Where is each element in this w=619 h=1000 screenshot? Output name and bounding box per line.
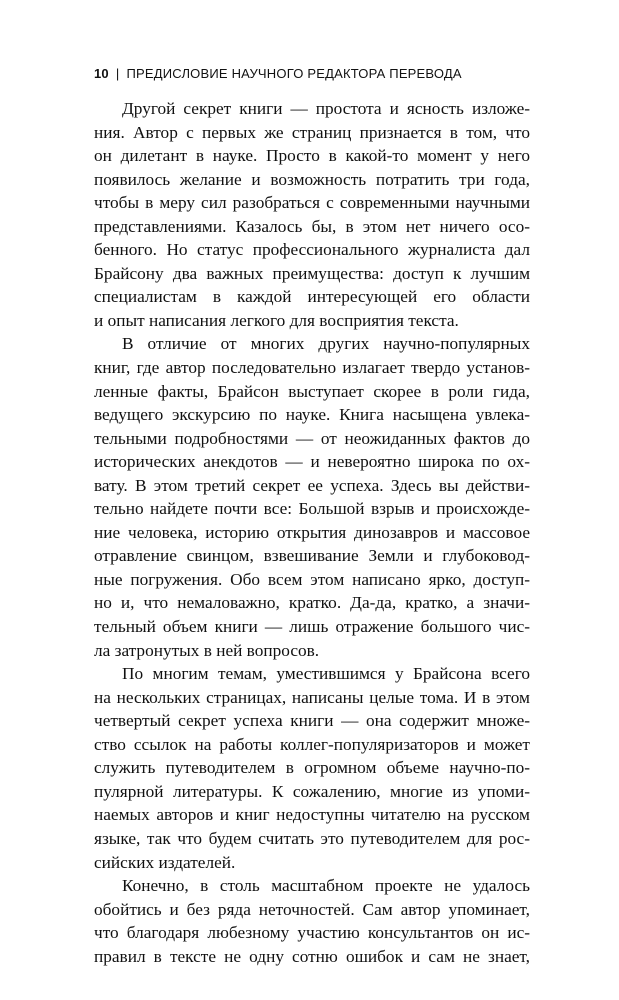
text-line: правил в тексте не одну сотню ошибок и сам не знает,	[94, 946, 530, 966]
text-line: Брайсону два важных преимущества: доступ к лучшим	[94, 263, 530, 283]
text-line: тельный объем книги — лишь отражение большого чис-	[94, 617, 530, 637]
paragraph	[94, 662, 530, 874]
body-text	[94, 97, 530, 968]
text-line: отравление свинцом, взвешивание Земли и глубоковод-	[94, 546, 530, 566]
header-title: ПРЕДИСЛОВИЕ НАУЧНОГО РЕДАКТОРА ПЕРЕВОДА	[126, 66, 462, 81]
text-line: пулярной литературы. К сожалению, многие из упоми-	[94, 781, 530, 801]
paragraph	[94, 97, 530, 332]
page-number: 10	[94, 66, 109, 81]
text-line: По многим темам, уместившимся у Брайсона всего	[122, 664, 530, 684]
text-line: тельными подробностями — от неожиданных фактов до	[94, 428, 530, 448]
text-line: чтобы в меру сил разобраться с современными научными	[94, 193, 530, 213]
paragraph	[94, 332, 530, 662]
text-line: языке, так что будем считать это путеводителем для рос-	[94, 828, 530, 848]
text-line: вату. В этом третий секрет ее успеха. Здесь вы действи-	[94, 475, 530, 495]
text-line: исторических анекдотов — и невероятно широка по ох-	[94, 452, 530, 472]
text-line: тельно найдете почти все: Большой взрыв и происхожде-	[94, 499, 530, 519]
header-separator: |	[115, 66, 120, 81]
text-line: ла затронутых в ней вопросов.	[94, 640, 320, 660]
text-line: ство ссылок на работы коллег-популяризаторов и может	[94, 734, 530, 754]
text-line: на нескольких страницах, написаны целые тома. И в этом	[94, 687, 530, 707]
text-line: ния. Автор с первых же страниц признается в том, что	[94, 122, 530, 142]
text-line: что благодаря любезному участию консультантов он ис-	[94, 923, 530, 943]
text-line: бенного. Но статус профессионального журналиста дал	[94, 240, 530, 260]
text-line: книг, где автор последовательно излагает твердо установ-	[94, 358, 530, 378]
text-line: представлениями. Казалось бы, в этом нет ничего осо-	[94, 216, 530, 236]
text-line: сийских издателей.	[94, 852, 236, 872]
text-line: появилось желание и возможность потратить три года,	[94, 169, 530, 189]
text-line: специалистам в каждой интересующей его области	[94, 287, 530, 307]
text-line: ведущего экскурсию по науке. Книга насыщена увлека-	[94, 405, 530, 425]
text-line: и опыт написания легкого для восприятия текста.	[94, 310, 459, 330]
text-line: Другой секрет книги — простота и ясность изложе-	[122, 99, 530, 118]
text-line: обойтись и без ряда неточностей. Сам автор упоминает,	[94, 899, 530, 919]
text-line: четвертый секрет успеха книги — она содержит множе-	[94, 711, 530, 731]
paragraph	[94, 874, 530, 968]
text-line: он дилетант в науке. Просто в какой-то момент у него	[94, 146, 530, 166]
text-line: В отличие от многих других научно-популярных	[122, 334, 530, 354]
text-line: наемых авторов и книг недоступны читателю на русском	[94, 805, 530, 825]
text-line: ние человека, историю открытия динозавров и массовое	[94, 522, 530, 542]
text-line: но и, что немаловажно, кратко. Да-да, кратко, а значи-	[94, 593, 530, 613]
running-header	[94, 66, 462, 81]
text-line: ленные факты, Брайсон выступает скорее в роли гида,	[94, 381, 530, 401]
text-line: ные погружения. Обо всем этом написано ярко, доступ-	[94, 569, 530, 589]
text-line: Конечно, в столь масштабном проекте не удалось	[122, 876, 530, 896]
text-line: служить путеводителем в огромном объеме научно-по-	[94, 758, 530, 778]
